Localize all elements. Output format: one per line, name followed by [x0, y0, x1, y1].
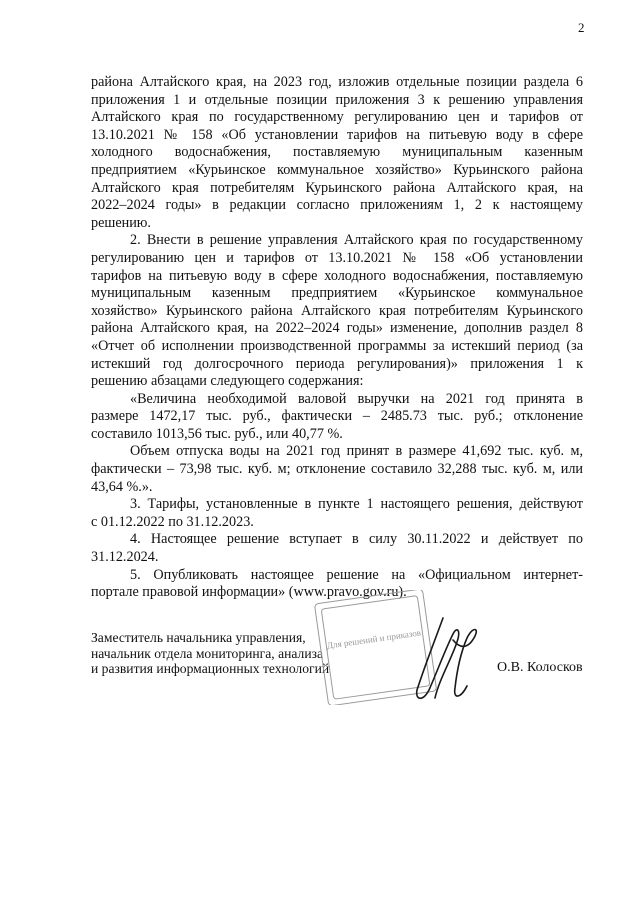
paragraph-line: хозяйство» Курьинского района Алтайского края потребителям Курьинского: [91, 302, 583, 319]
paragraph-line: 4. Настоящее решение вступает в силу 30.11.2022 и действует по: [130, 531, 583, 548]
paragraph-line: района Алтайского края, на 2022–2024 годы» изменение, дополнив раздел 8: [91, 320, 583, 337]
paragraph-line: 13.10.2021 № 158 «Об установлении тарифов на питьевую воду в сфере: [91, 126, 583, 143]
paragraph-line: 43,64 %.».: [91, 478, 153, 495]
paragraph-line: размере 1472,17 тыс. руб., фактически – 2485.73 тыс. руб.; отклонение: [91, 408, 583, 425]
paragraph-line: Объем отпуска воды на 2021 год принят в размере 41,692 тыс. куб. м,: [130, 443, 583, 460]
handwritten-signature: [395, 610, 495, 710]
paragraph-line: 3. Тарифы, установленные в пункте 1 настоящего решения, действуют: [130, 496, 583, 513]
document-body: [91, 74, 583, 602]
paragraph-line: района Алтайского края, на 2023 год, изложив отдельные позиции раздела 6: [91, 74, 583, 90]
paragraph-line: Алтайского края по государственному регулированию цен и тарифов от: [91, 109, 583, 126]
paragraph-line: решению.: [91, 214, 151, 231]
paragraph-line: Алтайского края потребителям Курьинского района Алтайского края, на: [91, 179, 583, 196]
paragraph-line: решению абзацами следующего содержания:: [91, 373, 364, 390]
signer-position-line: и развития информационных технологий: [91, 661, 330, 677]
paragraph-line: холодного водоснабжения, поставляемую муниципальным казенным: [91, 144, 583, 161]
paragraph-line: регулированию цен и тарифов от 13.10.2021 № 158 «Об установлении: [91, 249, 583, 266]
paragraph-line: приложения 1 и отдельные позиции приложения 3 к решению управления: [91, 91, 583, 108]
paragraph-line: «Величина необходимой валовой выручки на 2021 год принята в: [130, 390, 583, 407]
signer-name: О.В. Колосков: [497, 660, 583, 675]
paragraph-line: составило 1013,56 тыс. руб., или 40,77 %.: [91, 425, 343, 442]
paragraph-line: «Отчет об исполнении производственной программы за истекший период (за: [91, 337, 583, 354]
paragraph-line: тарифов на питьевую воду в сфере холодного водоснабжения, поставляемую: [91, 267, 583, 284]
paragraph-line: муниципальным казенным предприятием «Курьинское коммунальное: [91, 285, 583, 302]
signer-position-line: начальник отдела мониторинга, анализа: [91, 645, 324, 661]
paragraph-line: фактически – 73,98 тыс. куб. м; отклонение составило 32,288 тыс. куб. м, или: [91, 461, 583, 478]
paragraph-line: истекший год долгосрочного периода регулирования)» приложения 1 к: [91, 355, 583, 372]
paragraph-line: 31.12.2024.: [91, 549, 159, 566]
paragraph-line: предприятием «Курьинское коммунальное хозяйство» Курьинского района: [91, 161, 583, 178]
page-number: 2: [578, 20, 585, 35]
paragraph-line: портале правовой информации» (www.pravo.gov.ru).: [91, 584, 407, 601]
paragraph-line: с 01.12.2022 по 31.12.2023.: [91, 513, 254, 530]
stamp-text: Для решений и приказов: [326, 627, 422, 651]
signer-position-line: Заместитель начальника управления,: [91, 630, 306, 645]
paragraph-line: 5. Опубликовать настоящее решение на «Официальном интернет-: [130, 566, 583, 583]
paragraph-line: 2. Внести в решение управления Алтайского края по государственному: [130, 232, 583, 249]
paragraph-line: 2022–2024 годы» в редакции согласно приложениям 1, 2 к настоящему: [91, 197, 583, 214]
